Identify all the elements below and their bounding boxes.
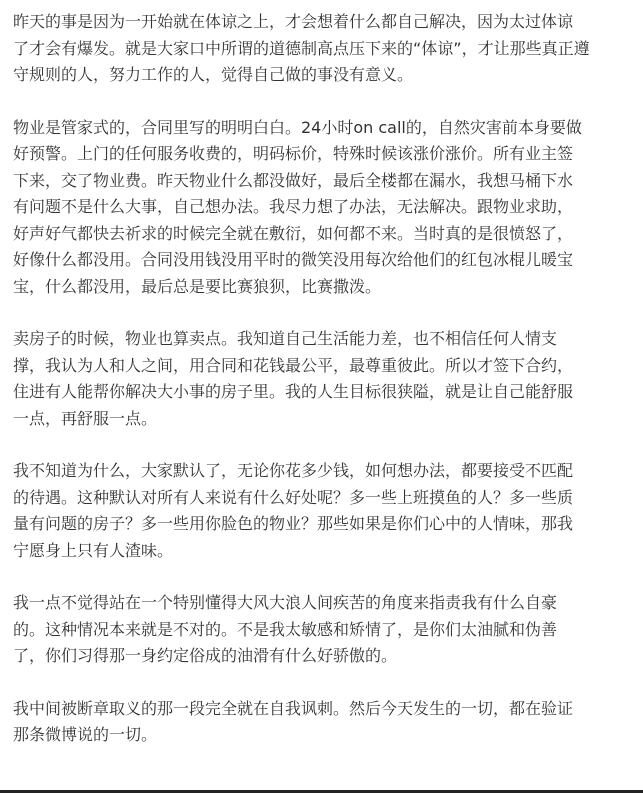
text-line: 我一点不觉得站在一个特别懂得大风大浪人间疾苦的角度来指责我有什么自豪: [13, 593, 558, 612]
text-line: 那条微博说的一切。: [13, 725, 158, 744]
text-line: 有问题不是什么大事，自己想办法。我尽力想了办法，无法解决。跟物业求助，: [13, 197, 574, 216]
text-line: 好预警。上门的任何服务收费的，明码标价，特殊时候该涨价涨价。所有业主签: [13, 144, 574, 163]
paragraph-4: [13, 458, 638, 564]
text-line: 宝，什么都没用，最后总是要比赛狼狈，比赛撒泼。: [13, 276, 382, 296]
text-line: 一点，再舒服一点。: [13, 408, 158, 428]
text-line: 下来，交了物业费。昨天物业什么都没做好，最后全楼都在漏水，我想马桶下水: [13, 170, 574, 190]
text-line: 住进有人能帮你解决大小事的房子里。我的人生目标很狭隘，就是让自己能舒服: [13, 382, 574, 401]
text-line: 量有问题的房子？多一些用你脸色的物业？那些如果是你们心中的人情味，那我: [13, 514, 574, 533]
article-body: [13, 9, 638, 775]
paragraph-5: [13, 590, 638, 670]
text-line: 了，你们习得那一身约定俗成的油滑有什么好骄傲的。: [13, 646, 398, 665]
text-line: 我不知道为什么，大家默认了，无论你花多少钱，如何想办法，都要接受不匹配: [13, 461, 574, 480]
paragraph-1: [13, 9, 638, 89]
text-line: 卖房子的时候，物业也算卖点。我知道自己生活能力差，也不相信任何人情支: [13, 329, 558, 348]
text-line: 物业是管家式的，合同里写的明明白白。24小时on call的，自然灾害前本身要做: [13, 117, 582, 137]
paragraph-2: [13, 115, 638, 301]
text-line: 守规则的人，努力工作的人，觉得自己做的事没有意义。: [13, 65, 414, 84]
text-line: 我中间被断章取义的那一段完全就在自我讽刺。然后今天发生的一切，都在验证: [13, 698, 574, 718]
text-line: 的。这种情况本来就是不对的。不是我太敏感和矫情了，是你们太油腻和伪善: [13, 619, 558, 639]
text-line: 宁愿身上只有人渣味。: [13, 540, 174, 560]
text-line: 好像什么都没用。合同没用钱没用平时的微笑没用每次给他们的红包冰棍儿暖宝: [13, 250, 574, 269]
paragraph-3: [13, 326, 638, 432]
text-line: 昨天的事是因为一开始就在体谅之上，才会想着什么都自己解决，因为太过体谅: [13, 12, 574, 31]
text-line: 的待遇。这种默认对所有人来说有什么好处呢？多一些上班摸鱼的人？多一些质: [13, 487, 574, 507]
paragraph-6: [13, 696, 638, 749]
text-line: 撑，我认为人和人之间，用合同和花钱最公平，最尊重彼此。所以才签下合约，: [13, 355, 574, 375]
text-line: 了才会有爆发。就是大家口中所谓的道德制高点压下来的“体谅”，才让那些真正遵: [13, 38, 590, 58]
text-line: 好声好气都快去祈求的时候完全就在敷衍，如何都不来。当时真的是很愤怒了，: [13, 223, 574, 243]
